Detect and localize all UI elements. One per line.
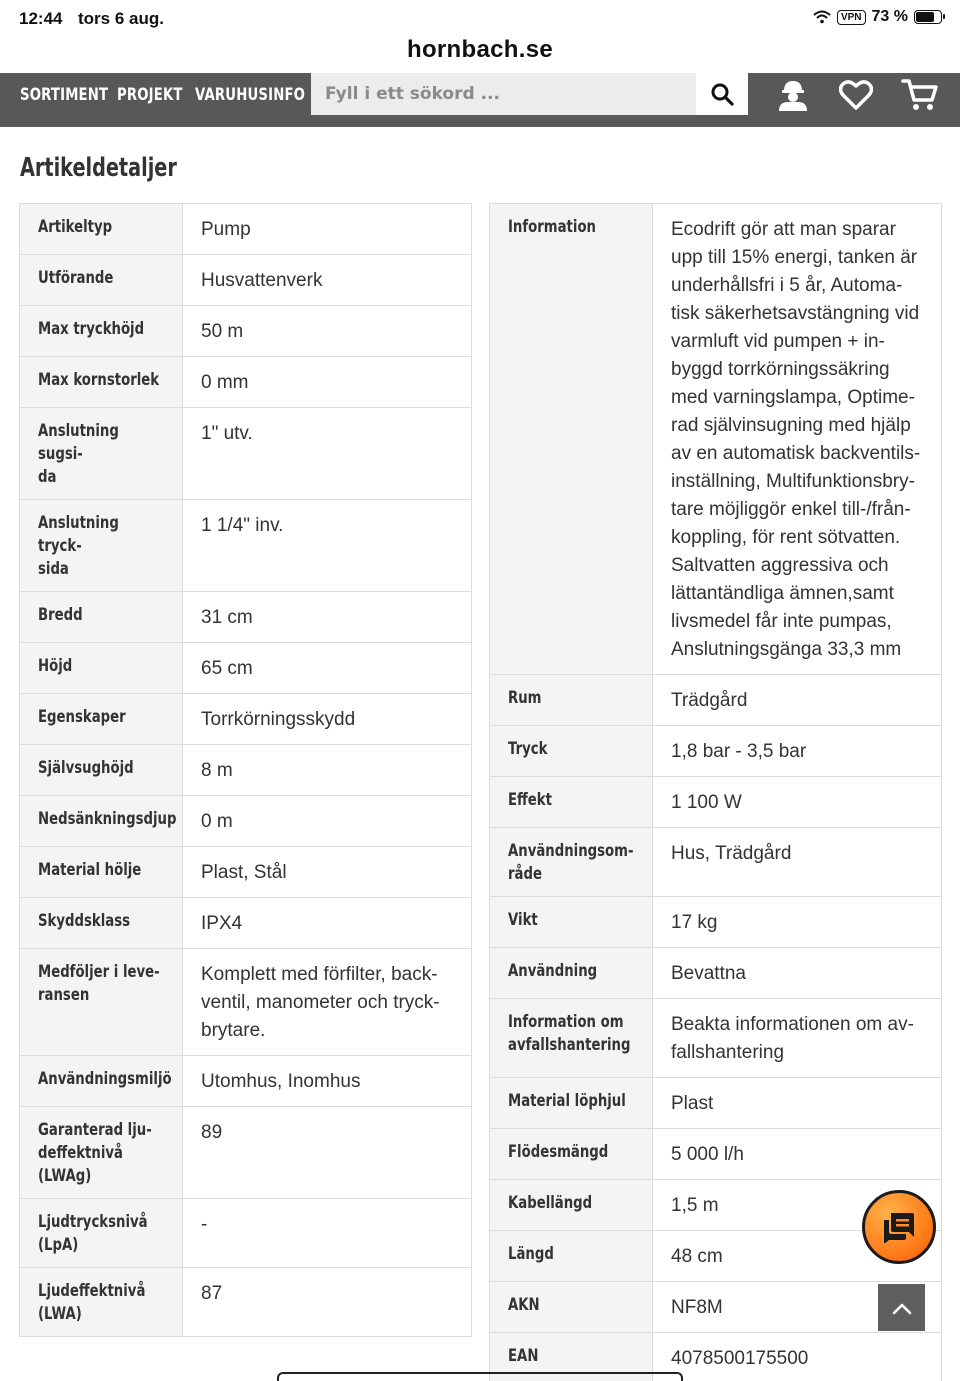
table-row (20, 592, 472, 643)
nav-varuhusinfo[interactable]: VARUHUSINFO (195, 85, 306, 105)
spec-label-cell (20, 592, 183, 643)
spec-label-cell (20, 1199, 183, 1268)
spec-label: Kabellängd (508, 1193, 593, 1213)
spec-value: 1,8 bar - 3,5 bar (653, 726, 942, 777)
spec-label-cell (20, 796, 183, 847)
spec-value: 50 m (183, 306, 472, 357)
status-indicators (813, 8, 942, 26)
bottom-action-box[interactable] (277, 1372, 683, 1381)
table-row (20, 204, 472, 255)
details-table-left (19, 203, 472, 1337)
status-bar (0, 0, 960, 36)
spec-value: 4078500175500 (653, 1333, 942, 1381)
spec-label-cell (20, 949, 183, 1056)
main-navbar (0, 73, 960, 127)
spec-label: Egenskaper (38, 707, 126, 727)
spec-label: Ljudtrycksnivå (LpA) (38, 1212, 148, 1255)
spec-value: 0 m (183, 796, 472, 847)
table-row (20, 1268, 472, 1337)
spec-value: Plast (653, 1078, 942, 1129)
spec-label-cell (490, 1078, 653, 1129)
table-row (490, 1078, 942, 1129)
account-button[interactable] (771, 77, 815, 113)
spec-label-cell (20, 745, 183, 796)
spec-value: 65 cm (183, 643, 472, 694)
spec-label-cell (20, 1056, 183, 1107)
search-button[interactable] (696, 73, 748, 115)
table-row (20, 949, 472, 1056)
spec-label-cell (20, 204, 183, 255)
back-to-top-button[interactable] (878, 1284, 925, 1331)
table-row (490, 675, 942, 726)
spec-label-cell (20, 357, 183, 408)
spec-label: Flödesmängd (508, 1142, 609, 1162)
spec-value: Beakta informationen om av- fallshantering (653, 999, 942, 1078)
spec-label: Tryck (508, 739, 548, 759)
cart-icon (901, 78, 939, 112)
chat-button[interactable] (862, 1190, 936, 1264)
spec-label-cell (490, 777, 653, 828)
nav-projekt[interactable]: PROJEKT (117, 85, 183, 105)
spec-label: Effekt (508, 790, 552, 810)
table-row (20, 357, 472, 408)
table-row (20, 1107, 472, 1199)
nav-sortiment[interactable]: SORTIMENT (20, 85, 109, 105)
spec-value: Komplett med förfilter, back- ventil, manometer och tryck- brytare. (183, 949, 472, 1056)
spec-value: Trädgård (653, 675, 942, 726)
table-row (20, 1199, 472, 1268)
spec-label: Max tryckhöjd (38, 319, 145, 339)
table-row (20, 898, 472, 949)
battery-icon (914, 10, 942, 24)
account-icon (775, 78, 811, 112)
spec-label: Skyddsklass (38, 911, 130, 931)
battery-percent: 73 % (871, 8, 908, 25)
spec-value: 87 (183, 1268, 472, 1337)
vpn-badge: VPN (837, 10, 866, 25)
spec-label: Information om avfallshantering (508, 1012, 631, 1055)
spec-value: Utomhus, Inomhus (183, 1056, 472, 1107)
table-row (20, 745, 472, 796)
spec-label-cell (20, 898, 183, 949)
spec-value: NF8M (653, 1282, 942, 1333)
spec-value: 1,5 m (653, 1180, 942, 1231)
cart-button[interactable] (898, 77, 942, 113)
spec-label-cell (20, 500, 183, 592)
spec-value: Bevattna (653, 948, 942, 999)
spec-label: Information (508, 217, 596, 237)
spec-label: Material löphjul (508, 1091, 626, 1111)
spec-label: Anslutning sugsi- da (38, 421, 119, 487)
spec-value: 8 m (183, 745, 472, 796)
spec-value: 31 cm (183, 592, 472, 643)
spec-label-cell (490, 726, 653, 777)
chat-icon (882, 1211, 916, 1243)
spec-value: 0 mm (183, 357, 472, 408)
page-title: Artikeldetaljer (20, 153, 177, 183)
spec-label: Utförande (38, 268, 114, 288)
spec-label: Självsughöjd (38, 758, 134, 778)
spec-value: IPX4 (183, 898, 472, 949)
spec-value: Pump (183, 204, 472, 255)
spec-label: Längd (508, 1244, 554, 1264)
spec-label-cell (490, 1282, 653, 1333)
status-time: 12:44 (19, 9, 63, 28)
spec-label-cell (490, 1180, 653, 1231)
spec-label-cell (20, 847, 183, 898)
spec-value: 1 1/4" inv. (183, 500, 472, 592)
spec-label-cell (20, 1268, 183, 1337)
spec-label-cell (490, 1231, 653, 1282)
spec-label: Medföljer i leve- ransen (38, 962, 160, 1005)
spec-label: Nedsänkningsdjup (38, 809, 177, 829)
heart-icon (839, 80, 873, 110)
table-row (20, 694, 472, 745)
table-row (20, 1056, 472, 1107)
table-row (490, 726, 942, 777)
spec-label: Material hölje (38, 860, 142, 880)
table-row (20, 500, 472, 592)
spec-label-cell (490, 204, 653, 675)
spec-label: EAN (508, 1346, 539, 1366)
spec-value: Hus, Trädgård (653, 828, 942, 897)
spec-label: Max kornstorlek (38, 370, 160, 390)
wishlist-button[interactable] (834, 77, 878, 113)
spec-value: Husvattenverk (183, 255, 472, 306)
spec-value: Plast, Stål (183, 847, 472, 898)
spec-label: Användning (508, 961, 598, 981)
spec-label: Ljudeffektnivå (LWA) (38, 1281, 146, 1324)
spec-label-cell (490, 675, 653, 726)
table-row (490, 999, 942, 1078)
spec-label-cell (490, 948, 653, 999)
spec-label: Vikt (508, 910, 538, 930)
spec-label-cell (490, 999, 653, 1078)
table-row (20, 643, 472, 694)
search-input[interactable] (311, 73, 697, 115)
spec-label-cell (490, 897, 653, 948)
table-row (20, 306, 472, 357)
spec-value: Torrkörningsskydd (183, 694, 472, 745)
spec-label-cell (490, 828, 653, 897)
spec-label-cell (20, 255, 183, 306)
spec-label: Artikeltyp (38, 217, 113, 237)
table-row (490, 1282, 942, 1333)
table-row (490, 1129, 942, 1180)
spec-value: 1" utv. (183, 408, 472, 500)
wifi-icon (813, 10, 831, 24)
table-row (490, 948, 942, 999)
spec-label-cell (20, 1107, 183, 1199)
spec-value: 5 000 l/h (653, 1129, 942, 1180)
table-row (20, 847, 472, 898)
spec-label: Användningsmiljö (38, 1069, 172, 1089)
spec-value: 17 kg (653, 897, 942, 948)
spec-label-cell (490, 1129, 653, 1180)
spec-value: - (183, 1199, 472, 1268)
table-row (490, 204, 942, 675)
table-row (20, 796, 472, 847)
table-row (490, 897, 942, 948)
spec-label: Garanterad lju- deffektnivå (LWAg) (38, 1120, 152, 1186)
spec-label: Bredd (38, 605, 83, 625)
chevron-up-icon (892, 1301, 912, 1315)
spec-label-cell (20, 643, 183, 694)
spec-label: Rum (508, 688, 542, 708)
table-row (490, 777, 942, 828)
spec-label-cell (20, 306, 183, 357)
search-icon (710, 82, 734, 106)
spec-value: 1 100 W (653, 777, 942, 828)
address-bar[interactable]: hornbach.se (407, 36, 553, 63)
spec-value: 48 cm (653, 1231, 942, 1282)
spec-label-cell (20, 694, 183, 745)
table-row (20, 408, 472, 500)
spec-label: Anslutning tryck- sida (38, 513, 119, 579)
spec-value: 89 (183, 1107, 472, 1199)
spec-label: Höjd (38, 656, 73, 676)
status-date: tors 6 aug. (78, 9, 164, 28)
table-row (20, 255, 472, 306)
spec-label: Användningsom- råde (508, 841, 634, 884)
search-bar (311, 73, 748, 115)
spec-value: Ecodrift gör att man sparar upp till 15% energi, tanken är underhållsfri i 5 år, Automa- tisk säkerhetsavstängning vid varmluft vid pumpen + in- byggd torrkörningssäkring med varningslampa, Optime- rad självinsugning med hjälp av en automatisk backventils- inställning, Multifunktionsbry- tare möjliggör enkel till-/från- koppling, för rent sötvatten. Saltvatten aggressiva och lättantändliga ämnen,samt livsmedel får inte pumpas, Anslutningsgänga 33,3 mm (653, 204, 942, 675)
table-row (490, 828, 942, 897)
spec-label: AKN (508, 1295, 540, 1315)
spec-label-cell (20, 408, 183, 500)
